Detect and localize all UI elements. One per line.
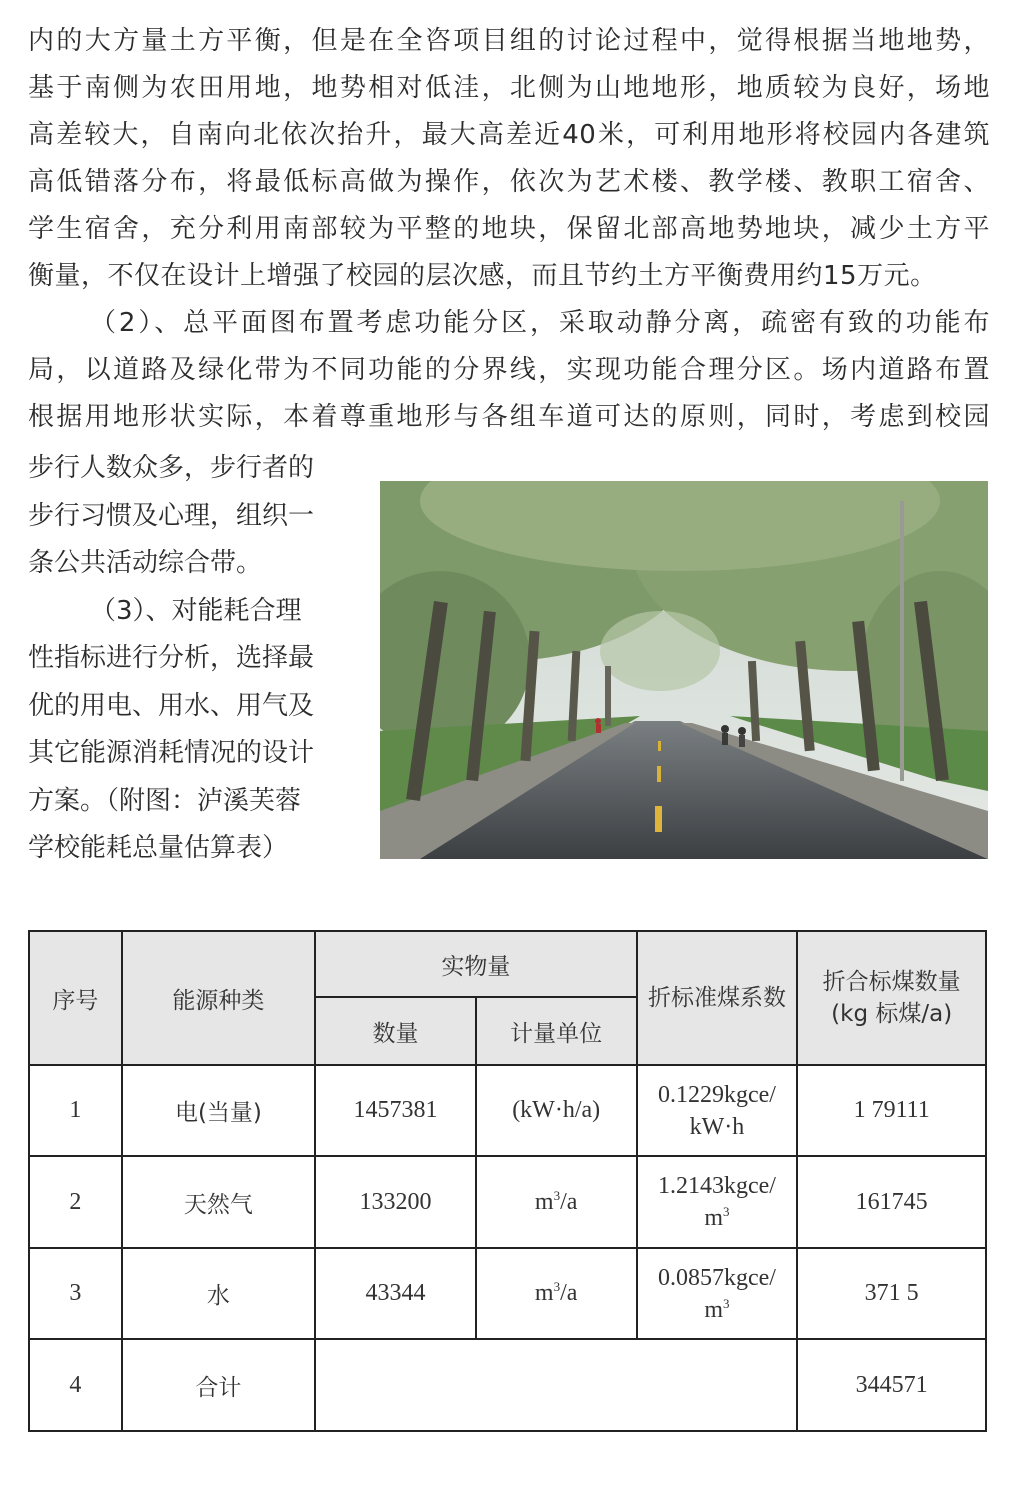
cell-coefficient bbox=[637, 1248, 798, 1339]
text-line: 基于南侧为农田用地，地势相对低洼，北侧为山地地形，地质较为良好，场地 bbox=[28, 73, 990, 103]
cell-coefficient bbox=[637, 1065, 798, 1156]
tree-lined-road-photo bbox=[380, 481, 988, 859]
text-line: 内的大方量土方平衡，但是在全咨项目组的讨论过程中，觉得根据当地地势， bbox=[28, 26, 990, 56]
text-line: 根据用地形状实际，本着尊重地形与各组车道可达的原则，同时，考虑到校园 bbox=[28, 402, 990, 432]
cell-seq: 3 bbox=[29, 1248, 122, 1339]
cell-energy-type: 天然气 bbox=[122, 1156, 315, 1248]
cell-seq: 2 bbox=[29, 1156, 122, 1248]
coef-line-1: 0.1229kgce/ bbox=[657, 1081, 776, 1108]
text-line: 性指标进行分析，选择最 bbox=[28, 643, 315, 673]
cell-total: 371 5 bbox=[797, 1248, 986, 1339]
unit-base: m bbox=[534, 1188, 554, 1215]
text-line: 高低错落分布，将最低标高做为操作，依次为艺术楼、教学楼、教职工宿舍、 bbox=[28, 167, 990, 197]
cell-energy-type: 合计 bbox=[122, 1339, 315, 1431]
cell-unit bbox=[476, 1248, 637, 1339]
text-line: 局，以道路及绿化带为不同功能的分界线，实现功能合理分区。场内道路布置 bbox=[28, 355, 990, 385]
table-row bbox=[29, 1156, 986, 1248]
unit-tail: /a bbox=[560, 1280, 578, 1306]
side-text bbox=[28, 445, 346, 873]
coef-line-2-sup: 3 bbox=[723, 1295, 730, 1311]
text-line: 其它能源消耗情况的设计 bbox=[28, 738, 315, 768]
header-seq: 序号 bbox=[29, 931, 122, 1065]
text-line: 优的用电、用水、用气及 bbox=[28, 690, 315, 721]
cell-unit: (kW·h/a) bbox=[476, 1065, 637, 1156]
cell-total: 161745 bbox=[797, 1156, 986, 1248]
unit-sup: 3 bbox=[553, 1279, 561, 1294]
table-row bbox=[29, 1065, 986, 1156]
coef-line-2-sup: 3 bbox=[723, 1204, 730, 1219]
unit-base: m bbox=[534, 1280, 554, 1306]
text-line: 衡量，不仅在设计上增强了校园的层次感，而且节约土方平衡费用约15万元。 bbox=[28, 261, 937, 291]
cell-quantity: 1457381 bbox=[315, 1065, 476, 1156]
cell-energy-type: 电(当量) bbox=[122, 1065, 315, 1156]
text-line: （2）、总平面图布置考虑功能分区，采取动静分离，疏密有致的功能布 bbox=[90, 308, 990, 338]
coef-line-1: 0.0857kgce/ bbox=[657, 1264, 776, 1291]
text-line: （3）、对能耗合理 bbox=[90, 595, 302, 626]
cell-quantity: 133200 bbox=[315, 1156, 476, 1248]
cell-energy-type: 水 bbox=[122, 1248, 315, 1339]
coef-line-1: 1.2143kgce/ bbox=[657, 1173, 776, 1199]
unit-sup: 3 bbox=[553, 1187, 561, 1203]
paragraph-1 bbox=[28, 18, 990, 300]
text-line: 步行人数众多，步行者的 bbox=[28, 453, 315, 483]
text-line: 方案。（附图：泸溪芙蓉 bbox=[28, 785, 302, 816]
paragraph-2 bbox=[28, 300, 990, 441]
energy-estimate-table bbox=[28, 930, 987, 1432]
cell-unit bbox=[476, 1156, 637, 1248]
header-standard-coal-total: 折合标煤数量(kg 标煤/a) bbox=[797, 931, 986, 1065]
cell-seq: 4 bbox=[29, 1339, 122, 1431]
unit-tail: /a bbox=[560, 1188, 578, 1215]
table-row-sum bbox=[29, 1339, 986, 1431]
cell-quantity: 43344 bbox=[315, 1248, 476, 1339]
cell-coefficient bbox=[637, 1156, 798, 1248]
coef-line-2-base: m bbox=[704, 1205, 724, 1231]
cell-total: 1 79111 bbox=[797, 1065, 986, 1156]
header-coal-coefficient: 折标准煤系数 bbox=[637, 931, 798, 1065]
cell-seq: 1 bbox=[29, 1065, 122, 1156]
header-quantity: 数量 bbox=[315, 997, 476, 1065]
road-photo-illustration bbox=[380, 481, 988, 859]
text-line: 学校能耗总量估算表） bbox=[28, 833, 289, 863]
cell-total: 344571 bbox=[797, 1339, 986, 1431]
text-line: 学生宿舍，充分利用南部较为平整的地块，保留北部高地势地块，减少土方平 bbox=[28, 214, 990, 244]
text-line: 条公共活动综合带。 bbox=[28, 548, 263, 578]
header-physical-quantity: 实物量 bbox=[315, 931, 636, 997]
coef-line-2-base: m bbox=[704, 1296, 724, 1323]
header-unit: 计量单位 bbox=[476, 997, 637, 1065]
cell-empty-merged bbox=[315, 1339, 797, 1431]
table-row bbox=[29, 1248, 986, 1339]
text-line: 高差较大，自南向北依次抬升，最大高差近40米，可利用地形将校园内各建筑 bbox=[28, 120, 990, 150]
coef-line-2: kW·h bbox=[689, 1113, 745, 1140]
text-line: 步行习惯及心理，组织一 bbox=[28, 500, 315, 531]
header-energy-type: 能源种类 bbox=[122, 931, 315, 1065]
